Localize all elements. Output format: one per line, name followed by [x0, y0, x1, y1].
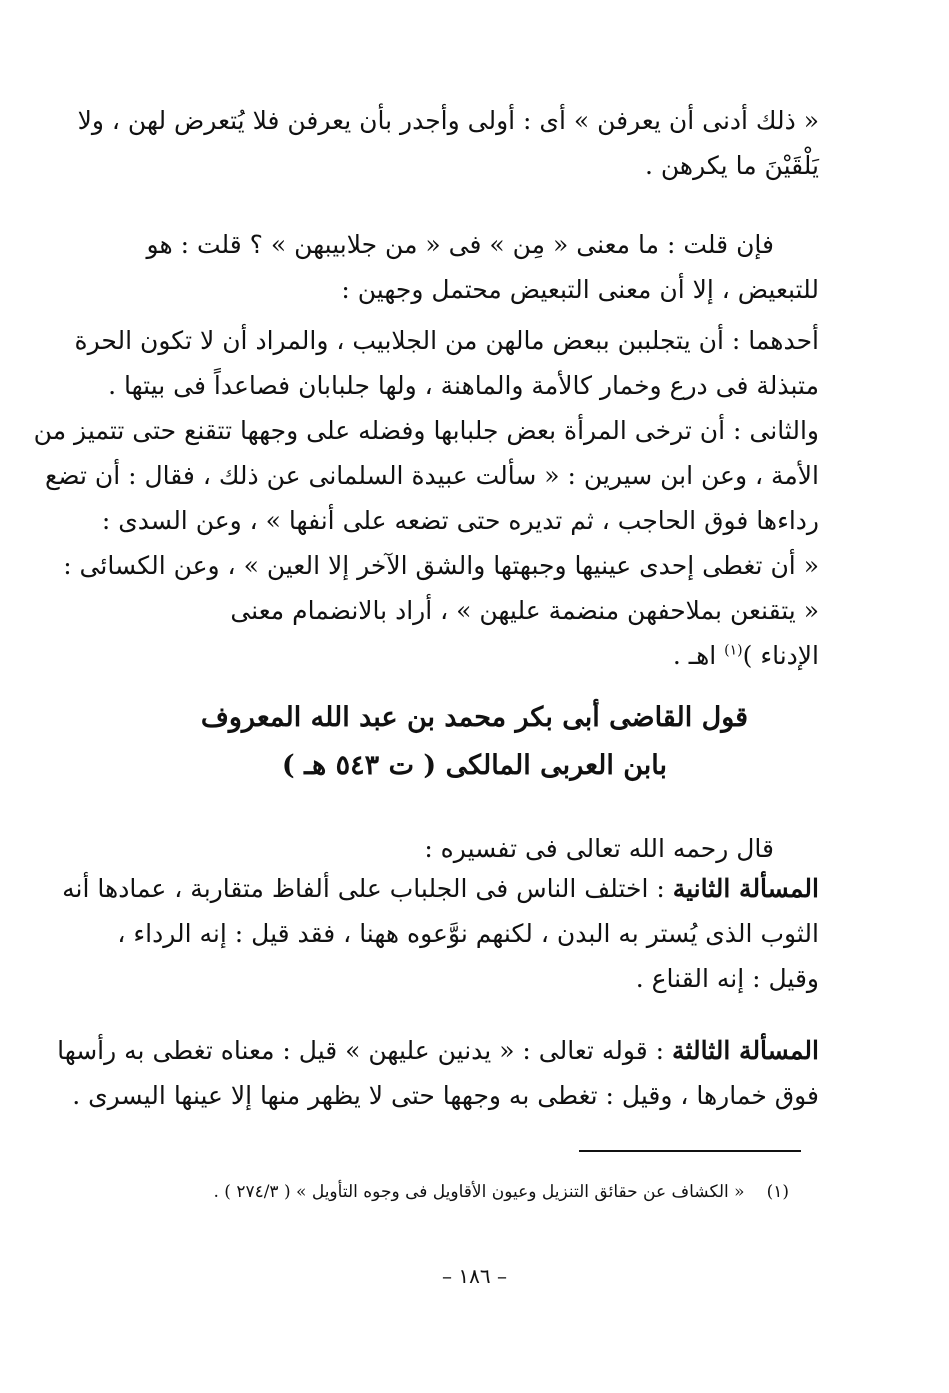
section-heading — [130, 694, 819, 790]
paragraph-3-line-4: الأمة ، وعن ابن سيرين : « سألت عبيدة السلمانى عن ذلك ، فقال : أن تضع — [44, 461, 819, 490]
paragraph-3 — [33, 318, 819, 678]
issue-2-line-1-text: : اختلف الناس فى الجلباب على ألفاظ متقاربة ، عمادها أنه — [62, 874, 673, 903]
section-intro — [130, 826, 819, 871]
issue-3 — [57, 1028, 819, 1118]
paragraph-3-line-2: متبذلة فى درع وخمار كالأمة والماهنة ، ولها جلبابان فصاعداً فى بيتها . — [108, 371, 819, 400]
issue-2-line-1 — [62, 866, 819, 911]
paragraph-3-ending: اهـ . — [672, 641, 725, 670]
issue-3-line-1-text: : قوله تعالى : « يدنين عليهن » قيل : معناه تغطى به رأسها — [57, 1036, 673, 1065]
paragraph-3-line-1: أحدهما : أن يتجلببن ببعض مالهن من الجلابيب ، والمراد أن لا تكون الحرة — [74, 326, 819, 355]
issue-3-label: المسألة الثالثة — [672, 1036, 819, 1065]
footnote-separator — [579, 1150, 801, 1152]
footnote-number: (١) — [766, 1182, 789, 1202]
footnote-reference: (١) — [724, 642, 743, 659]
section-intro-line: قال رحمه الله تعالى فى تفسيره : — [424, 834, 774, 863]
paragraph-3-line-8 — [130, 633, 819, 678]
issue-3-line-1 — [57, 1028, 819, 1073]
issue-2-label: المسألة الثانية — [672, 874, 819, 903]
paragraph-3-last-text: الإدناء ) — [742, 641, 819, 670]
footnote — [130, 1177, 789, 1207]
paragraph-3-line-6: « أن تغطى إحدى عينيها وجبهتها والشق الآخر إلا العين » ، وعن الكسائى : — [63, 551, 819, 580]
issue-3-line-2: فوق خمارها ، وقيل : تغطى به وجهها حتى لا يظهر منها إلا عينها اليسرى . — [72, 1081, 819, 1110]
paragraph-2-line-2: للتبعيض ، إلا أن معنى التبعيض محتمل وجهين : — [341, 275, 819, 304]
page-number: – ١٨٦ – — [442, 1264, 507, 1288]
paragraph-3-line-3: والثانى : أن ترخى المرأة بعض جلبابها وفضله على وجهها تتقنع حتى تتميز من — [33, 416, 819, 445]
issue-2-line-3: وقيل : إنه القناع . — [635, 964, 819, 993]
issue-2 — [62, 866, 819, 1001]
paragraph-1 — [77, 98, 819, 188]
paragraph-1-line-1: « ذلك أدنى أن يعرفن » أى : أولى وأجدر بأن يعرفن فلا يُتعرض لهن ، ولا — [77, 106, 819, 135]
paragraph-3-line-5: رداءها فوق الحاجب ، ثم تديره حتى تضعه على أنفها » ، وعن السدى : — [101, 506, 819, 535]
paragraph-3-line-7: « يتقنعن بملاحفهن منضمة عليهن » ، أراد بالانضمام معنى — [230, 596, 819, 625]
heading-line-2: بابن العربى المالكى ( ت ٥٤٣ هـ ) — [281, 750, 668, 781]
issue-2-line-2: الثوب الذى يُستر به البدن ، لكنهم نوَّعوه ههنا ، فقد قيل : إنه الرداء ، — [117, 919, 819, 948]
paragraph-1-line-2: يَلْقَيْنَ ما يكرهن . — [644, 151, 819, 180]
heading-line-1: قول القاضى أبى بكر محمد بن عبد الله المعروف — [200, 702, 749, 733]
paragraph-2 — [130, 222, 819, 312]
footnote-text: « الكشاف عن حقائق التنزيل وعيون الأقاويل فى وجوه التأويل » ( ٢٧٤/٣ ) . — [213, 1182, 745, 1202]
paragraph-2-line-1: فإن قلت : ما معنى « مِن » فى « من جلابيبهن » ؟ قلت : هو — [146, 230, 774, 259]
